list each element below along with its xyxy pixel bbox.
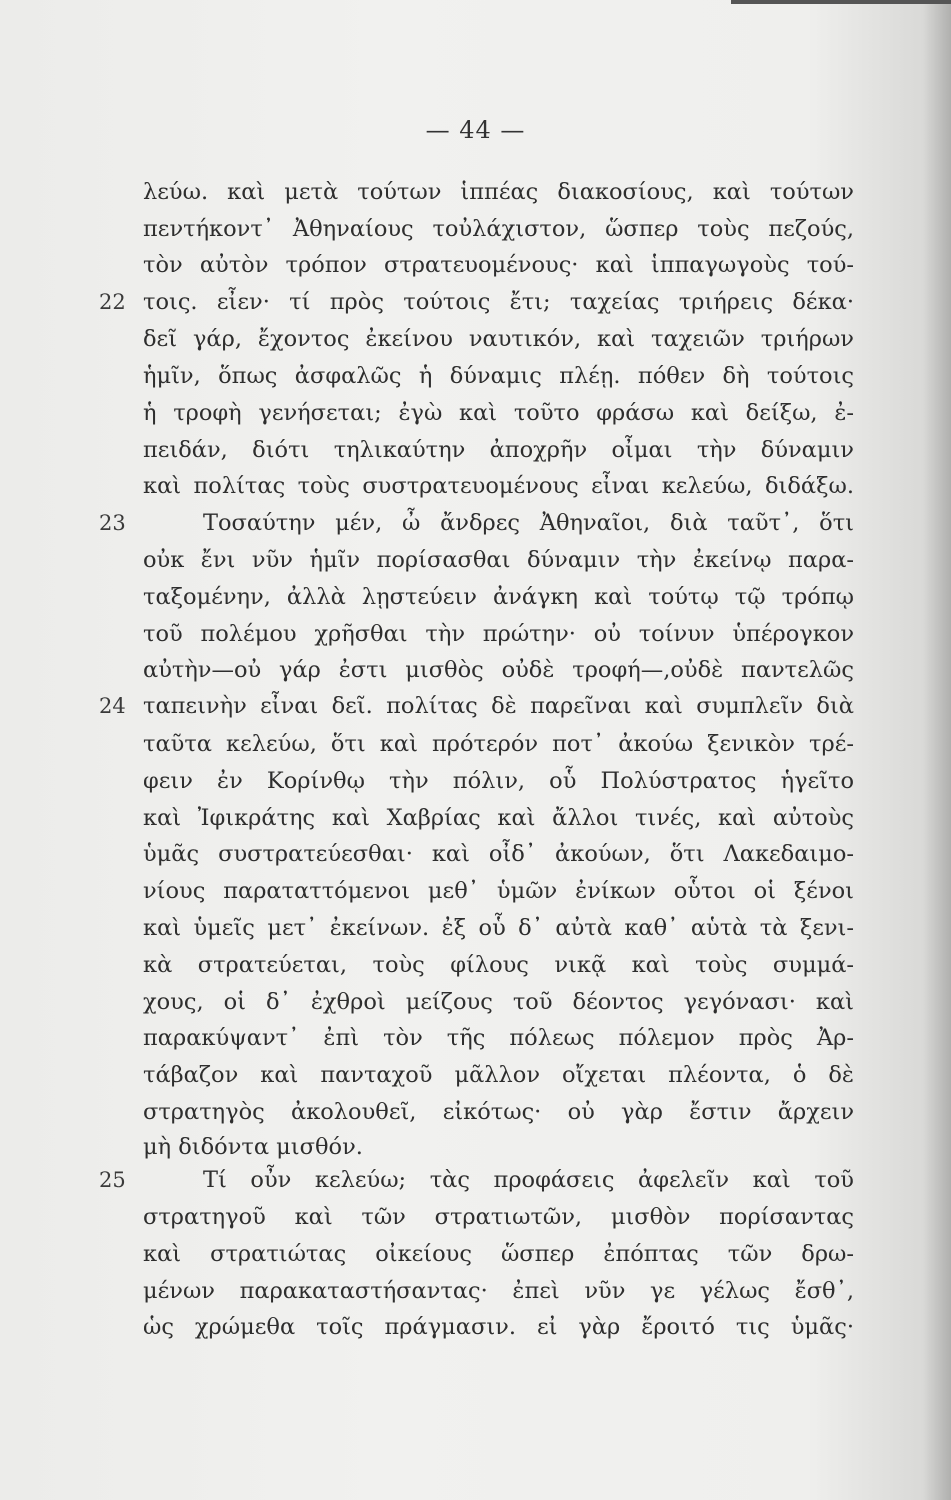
page-edge-shadow [923, 0, 951, 1500]
text-line: τὸν αὐτὸν τρόπον στρατευομένους· καὶ ἱππαγωγοὺς τού- [143, 252, 854, 278]
text-line: λεύω. καὶ μετὰ τούτων ἱππέας διακοσίους, καὶ τούτων [143, 179, 854, 205]
text-line: πειδάν, διότι τηλικαύτην ἀποχρῆν οἶμαι τὴν δύναμιν [143, 437, 854, 463]
section-number-23: 23 [99, 511, 126, 535]
text-line: ὑμᾶς συστρατεύεσθαι· καὶ οἶδ᾽ ἀκούων, ὅτι Λακεδαιμο- [143, 841, 854, 867]
page-number: — 44 — [425, 116, 526, 144]
text-line: καὶ Ἰφικράτης καὶ Χαβρίας καὶ ἄλλοι τινές, καὶ αὐτοὺς [143, 805, 854, 831]
text-line: στρατηγὸς ἀκολουθεῖ, εἰκότως· οὐ γὰρ ἔστιν ἄρχειν [143, 1099, 854, 1125]
text-line: ἡμῖν, ὅπως ἀσφαλῶς ἡ δύναμις πλέῃ. πόθεν δὴ τούτοις [143, 363, 854, 389]
text-line: καὶ στρατιώτας οἰκείους ὥσπερ ἐπόπτας τῶν δρω- [143, 1241, 854, 1267]
text-line: ὡς χρώμεθα τοῖς πράγμασιν. εἰ γὰρ ἔροιτό τις ὑμᾶς· [143, 1314, 854, 1340]
text-line: παρακύψαντ᾽ ἐπὶ τὸν τῆς πόλεως πόλεμον πρὸς Ἀρ- [143, 1025, 854, 1051]
text-line: χους, οἱ δ᾽ ἐχθροὶ μείζους τοῦ δέοντος γεγόνασι· καὶ [143, 989, 854, 1015]
text-line: τοις. εἶεν· τί πρὸς τούτοις ἔτι; ταχείας τριήρεις δέκα· [143, 289, 854, 315]
top-edge-rule [731, 0, 951, 4]
section-number-24: 24 [99, 694, 126, 718]
text-line: φειν ἐν Κορίνθῳ τὴν πόλιν, οὗ Πολύστρατος ἡγεῖτο [143, 768, 854, 794]
text-line: οὐκ ἔνι νῦν ἡμῖν πορίσασθαι δύναμιν τὴν ἐκείνῳ παρα- [143, 547, 854, 573]
text-line: αὐτὴν—οὐ γάρ ἐστι μισθὸς οὐδὲ τροφή—,οὐδὲ παντελῶς [143, 657, 854, 683]
text-line: ταπεινὴν εἶναι δεῖ. πολίτας δὲ παρεῖναι καὶ συμπλεῖν διὰ [143, 693, 854, 719]
text-line: πεντήκοντ᾽ Ἀθηναίους τοὐλάχιστον, ὥσπερ τοὺς πεζούς, [143, 216, 854, 242]
text-line-last: μὴ διδόντα μισθόν. [143, 1134, 363, 1160]
text-line: τάβαζον καὶ πανταχοῦ μᾶλλον οἴχεται πλέοντα, ὁ δὲ [143, 1062, 854, 1088]
text-line: κὰ στρατεύεται, τοὺς φίλους νικᾷ καὶ τοὺς συμμά- [143, 952, 854, 978]
section-number-22: 22 [99, 290, 126, 314]
text-line: μένων παρακαταστήσαντας· ἐπεὶ νῦν γε γέλως ἔσθ᾽, [143, 1278, 854, 1304]
section-number-25: 25 [99, 1168, 126, 1192]
text-line: καὶ πολίτας τοὺς συστρατευομένους εἶναι κελεύω, διδάξω. [143, 473, 854, 499]
text-line: δεῖ γάρ, ἔχοντος ἐκείνου ναυτικόν, καὶ ταχειῶν τριήρων [143, 326, 854, 352]
text-line: καὶ ὑμεῖς μετ᾽ ἐκείνων. ἐξ οὗ δ᾽ αὐτὰ καθ᾽ αὑτὰ τὰ ξενι- [143, 915, 854, 941]
text-line-indented: Τί οὖν κελεύω; τὰς προφάσεις ἀφελεῖν καὶ τοῦ [203, 1167, 854, 1193]
text-line-indented: Τοσαύτην μέν, ὦ ἄνδρες Ἀθηναῖοι, διὰ ταῦτ᾽, ὅτι [203, 510, 854, 536]
text-line: νίους παραταττόμενοι μεθ᾽ ὑμῶν ἐνίκων οὗτοι οἱ ξένοι [143, 878, 854, 904]
text-line: ταξομένην, ἀλλὰ λῃστεύειν ἀνάγκη καὶ τούτῳ τῷ τρόπῳ [143, 584, 854, 610]
text-line: τοῦ πολέμου χρῆσθαι τὴν πρώτην· οὐ τοίνυν ὑπέρογκον [143, 621, 854, 647]
text-line: στρατηγοῦ καὶ τῶν στρατιωτῶν, μισθὸν πορίσαντας [143, 1204, 854, 1230]
text-line: ταῦτα κελεύω, ὅτι καὶ πρότερόν ποτ᾽ ἀκούω ξενικὸν τρέ- [143, 731, 854, 757]
text-line: ἡ τροφὴ γενήσεται; ἐγὼ καὶ τοῦτο φράσω καὶ δείξω, ἐ- [143, 400, 854, 426]
